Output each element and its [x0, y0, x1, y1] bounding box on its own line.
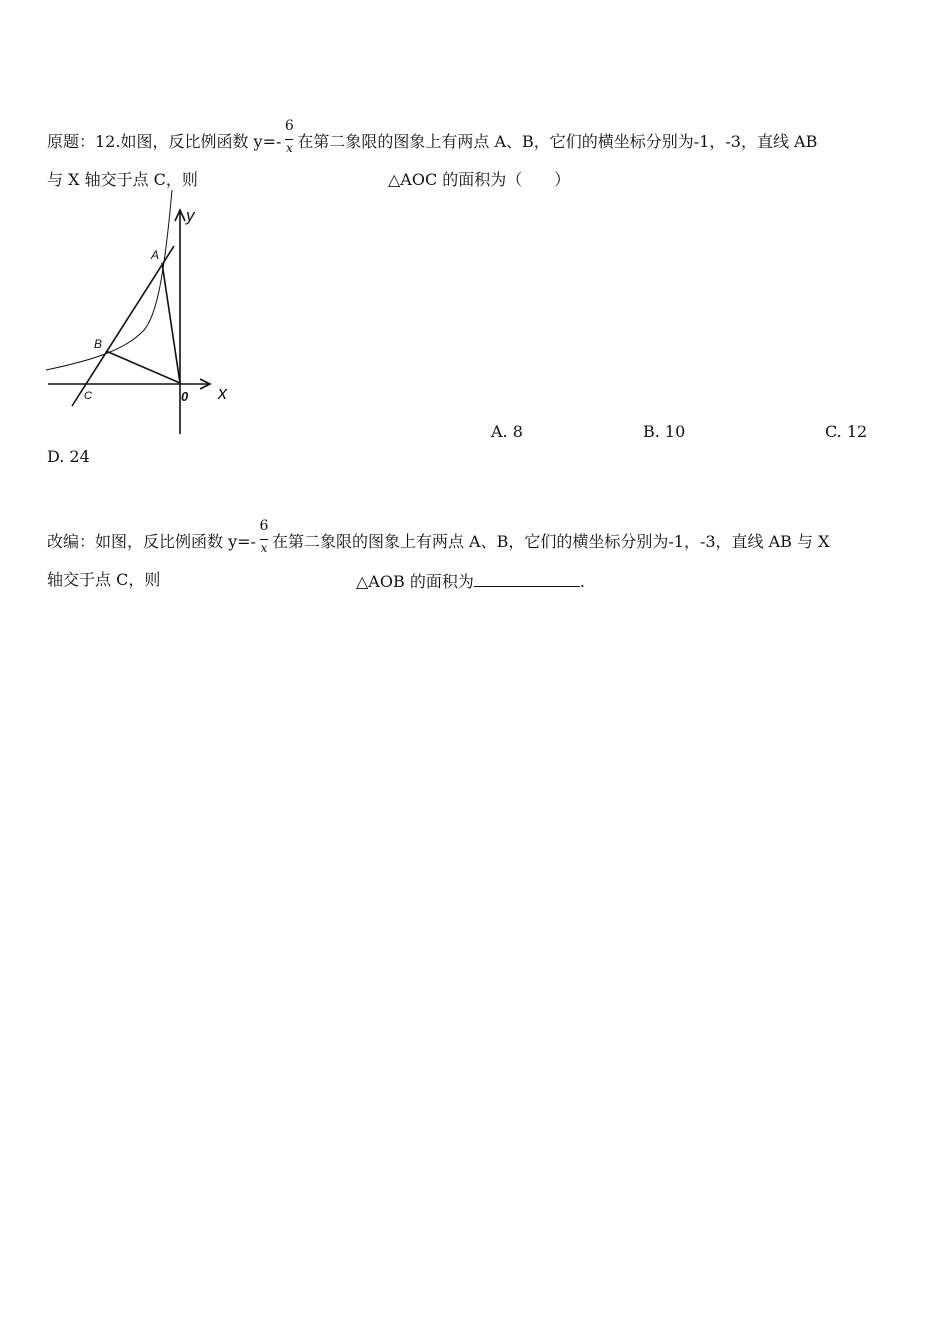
original-question-suffix: 在第二象限的图象上有两点 A、B，它们的横坐标分别为-1，-3，直线 AB: [297, 132, 818, 151]
fraction-bar: [285, 139, 293, 140]
option-a: A. 8: [491, 422, 523, 441]
label-y: y: [186, 206, 195, 225]
label-x: x: [218, 383, 227, 403]
fraction-numerator: 6: [284, 117, 294, 134]
fraction-denominator: x: [286, 140, 293, 155]
segment-ao: [162, 263, 180, 383]
line-ab: [72, 246, 174, 406]
label-c: C: [84, 390, 92, 402]
fraction-bar: [260, 539, 268, 540]
answer-blank[interactable]: [474, 570, 580, 587]
original-question-line-2-left: 与 X 轴交于点 C，则: [47, 170, 198, 189]
label-b: B: [94, 337, 103, 351]
adapted-question-period: .: [579, 572, 585, 591]
fraction-6-over-x: [282, 117, 296, 155]
option-c: C. 12: [825, 422, 868, 441]
original-question-prefix: 原题：12.如图，反比例函数 y=-: [47, 132, 282, 151]
adapted-question-area-text: △AOB 的面积为: [356, 572, 474, 591]
fraction-6-over-x: [257, 517, 271, 555]
fraction-numerator: 6: [259, 517, 269, 534]
adapted-question-prefix: 改编：如图，反比例函数 y=-: [47, 532, 256, 551]
original-question-line-1: [47, 117, 818, 155]
option-b: B. 10: [643, 422, 686, 441]
adapted-question-suffix: 在第二象限的图象上有两点 A、B，它们的横坐标分别为-1，-3，直线 AB 与 X: [271, 532, 830, 551]
hyperbola-figure: [44, 190, 244, 438]
adapted-question-line-2-left: 轴交于点 C，则: [47, 570, 161, 589]
original-question-line-2-right: △AOC 的面积为（ ）: [388, 170, 571, 189]
adapted-question-line-1: [47, 517, 830, 555]
label-o: 0: [181, 389, 189, 404]
option-d: D. 24: [47, 447, 90, 466]
adapted-question-line-2-right: [356, 570, 585, 592]
label-a: A: [151, 248, 160, 262]
segment-bo: [106, 351, 180, 383]
fraction-denominator: x: [260, 540, 268, 555]
